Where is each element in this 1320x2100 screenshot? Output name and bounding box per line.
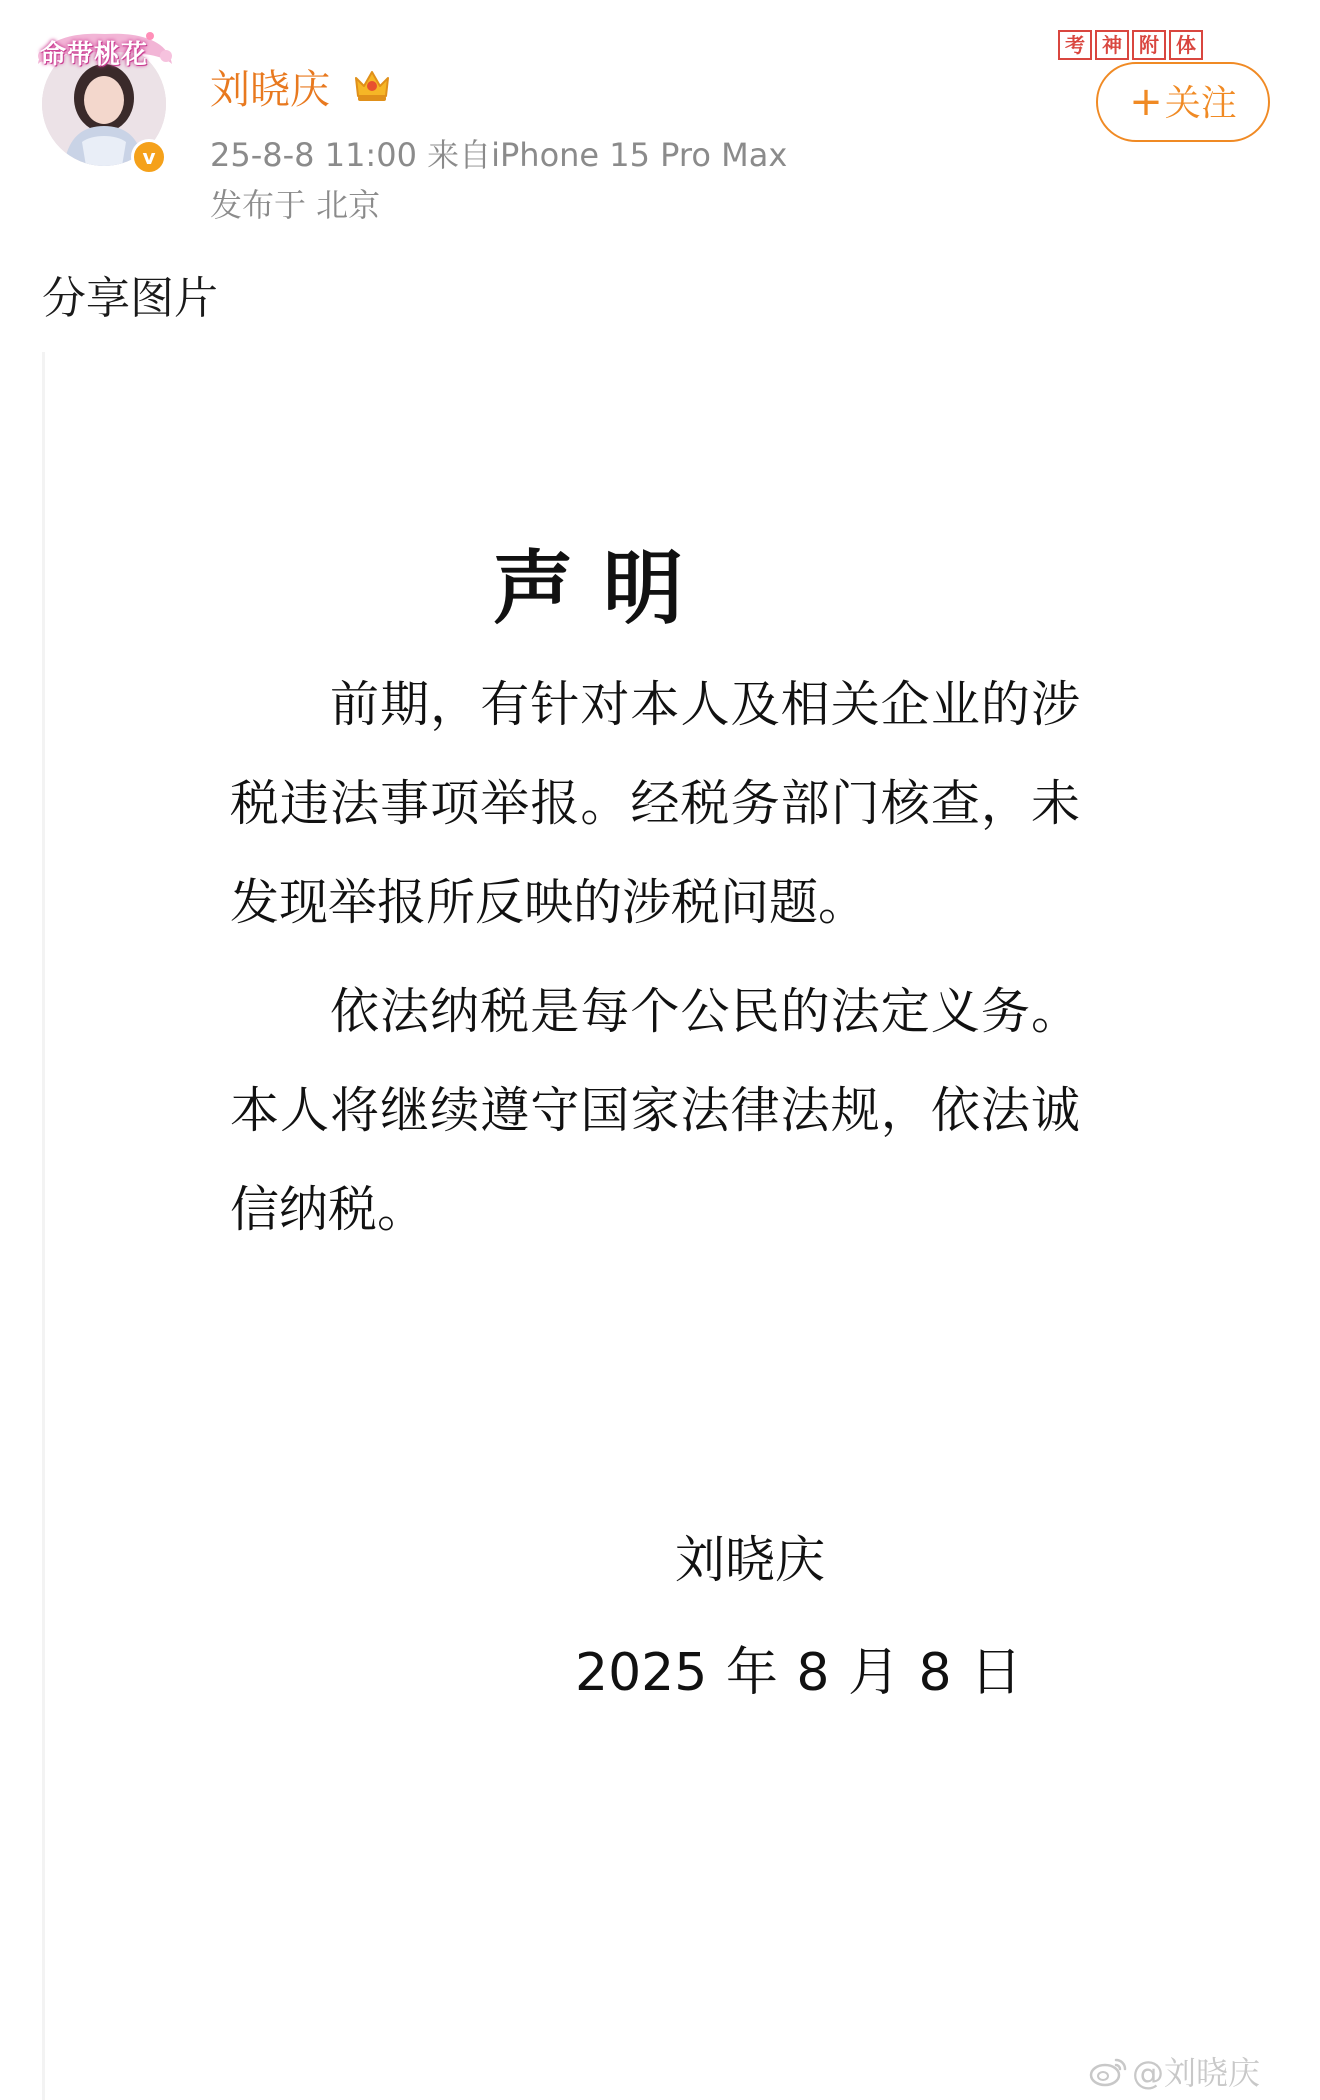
statement-paragraph: 前期，有针对本人及相关企业的涉税违法事项举报。经税务部门核查，未发现举报所反映的涉税问题。 (230, 676, 1080, 931)
post-location: 发布于 北京 (210, 186, 381, 224)
corner-stamps (1058, 30, 1203, 60)
weibo-logo-icon (1088, 2054, 1128, 2088)
watermark-text: @刘晓庆 (1132, 2054, 1261, 2092)
statement-paragraph: 依法纳税是每个公民的法定义务。本人将继续遵守国家法律法规，依法诚信纳税。 (230, 983, 1080, 1238)
statement-date: 2025 年 8 月 8 日 (575, 1643, 1023, 1703)
weibo-watermark (1088, 2048, 1260, 2094)
stamp-char: 附 (1132, 30, 1166, 60)
avatar-frame-text: 命带桃花 (40, 40, 149, 70)
crown-icon (350, 64, 394, 104)
stamp-char: 神 (1095, 30, 1129, 60)
verified-badge-icon: v (131, 139, 167, 175)
author-name[interactable]: 刘晓庆 (210, 67, 330, 113)
statement-title: 声明 (493, 542, 713, 635)
statement-signature: 刘晓庆 (675, 1531, 825, 1589)
post-text: 分享图片 (42, 273, 218, 324)
follow-button[interactable] (1096, 62, 1270, 142)
shared-image[interactable] (42, 352, 1281, 2100)
follow-label: 关注 (1164, 83, 1237, 124)
stamp-char: 考 (1058, 30, 1092, 60)
plus-icon: + (1129, 79, 1163, 125)
post-time-source: 25-8-8 11:00 来自iPhone 15 Pro Max (210, 136, 788, 174)
stamp-char: 体 (1169, 30, 1203, 60)
